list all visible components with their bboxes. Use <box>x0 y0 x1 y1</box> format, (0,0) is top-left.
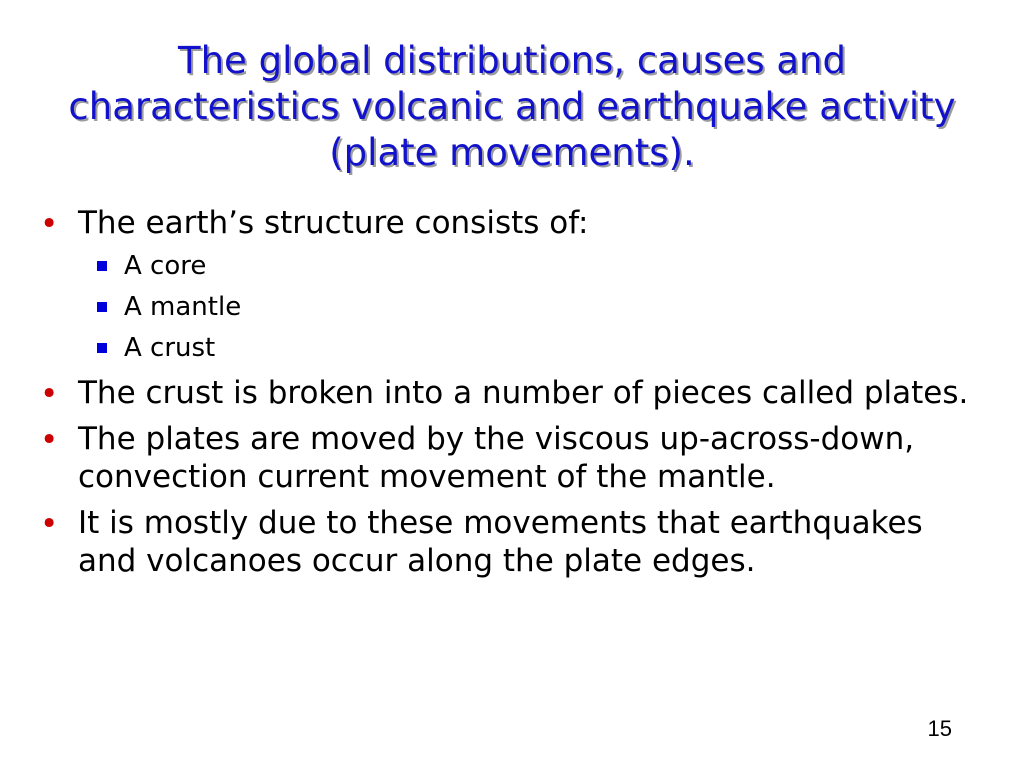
bullet-dot-icon: • <box>40 206 59 242</box>
sub-bullet-text: A crust <box>124 333 216 363</box>
bullet-text: It is mostly due to these movements that earthquakes and volcanoes occur along the plate edges. <box>78 505 923 579</box>
square-bullet-icon <box>97 261 107 271</box>
bullet-item <box>40 204 990 364</box>
sub-bullet-list <box>78 250 990 364</box>
sub-bullet-item <box>78 291 990 323</box>
sub-bullet-text: A mantle <box>124 292 242 322</box>
sub-bullet-item <box>78 332 990 364</box>
bullet-dot-icon: • <box>40 376 59 412</box>
slide-title: The global distributions, causes and characteristics volcanic and earthquake activity (plate movements). <box>68 39 956 174</box>
sub-bullet-item <box>78 250 990 282</box>
bullet-text: The earth’s structure consists of: <box>78 205 589 241</box>
bullet-item <box>40 420 990 496</box>
square-bullet-icon <box>97 302 107 312</box>
bullet-item <box>40 504 990 580</box>
square-bullet-icon <box>97 343 107 353</box>
bullet-item <box>40 374 990 412</box>
bullet-text: The crust is broken into a number of pieces called plates. <box>78 375 969 411</box>
bullet-list <box>40 204 990 588</box>
bullet-dot-icon: • <box>40 422 59 458</box>
bullet-text: The plates are moved by the viscous up-across-down, convection current movement of the mantle. <box>78 421 915 495</box>
page-number: 15 <box>927 716 952 741</box>
bullet-dot-icon: • <box>40 506 59 542</box>
sub-bullet-text: A core <box>124 251 207 281</box>
